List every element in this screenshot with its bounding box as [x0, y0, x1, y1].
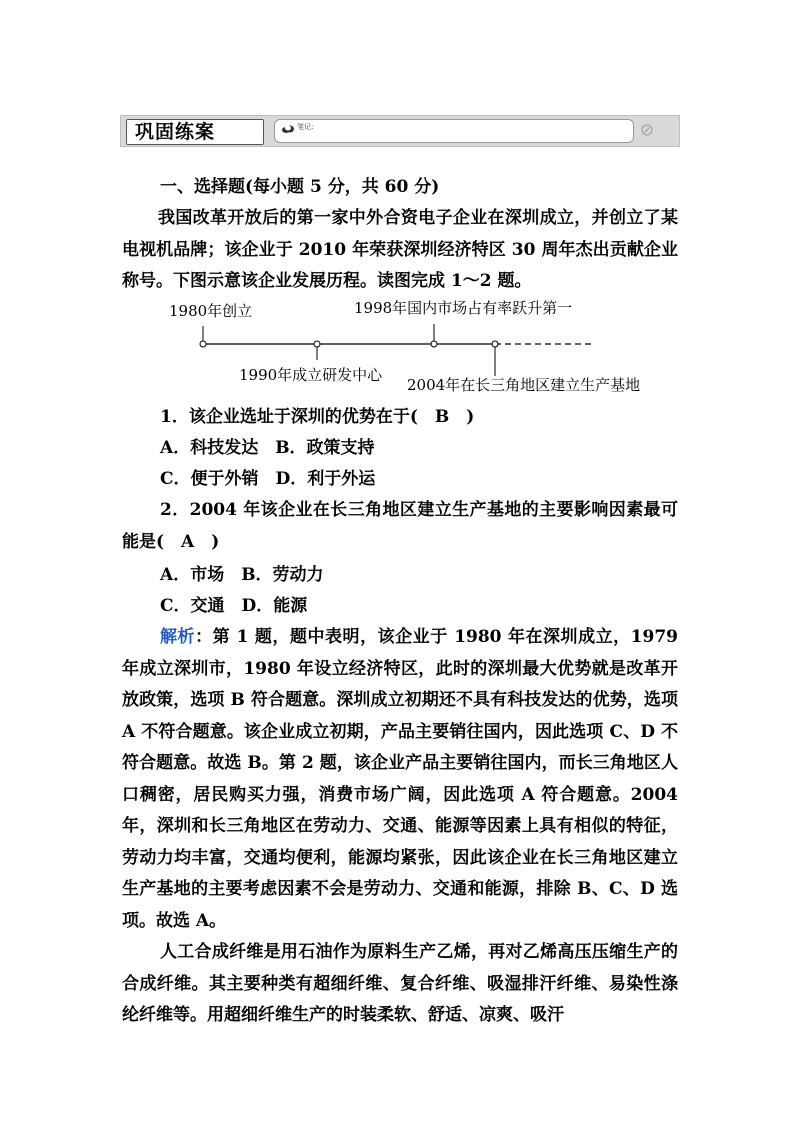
timeline-label-2004: 2004年在长三角地区建立生产基地	[407, 376, 641, 394]
question-1-options-cd: C．便于外销 D．利于外运	[160, 469, 376, 489]
timeline-diagram	[166, 296, 664, 396]
question-2-options-ab: A．市场 B．劳动力	[160, 565, 324, 585]
analysis-label: 解析	[160, 627, 196, 647]
header-title: 巩固练案	[126, 119, 264, 145]
cloud-icon	[281, 124, 295, 134]
next-passage-paragraph: 人工合成纤维是用石油作为原料生产乙烯，再对乙烯高压压缩生产的合成纤维。其主要种类有超细纤维、复合纤维、吸湿排汗纤维、易染性涤纶纤维等。用超细纤维生产的时装柔软、舒适、凉爽、吸汗	[122, 942, 678, 1025]
question-2-stem: 2．2004 年该企业在长三角地区建立生产基地的主要影响因素最可能是( A )	[122, 500, 678, 552]
section-title: 一、选择题(每小题 5 分，共 60 分)	[160, 177, 440, 197]
header-bar	[120, 115, 680, 147]
analysis-paragraph	[122, 622, 678, 937]
analysis-text: ：第 1 题，题中表明，该企业于 1980 年在深圳成立，1979 年成立深圳市，1980 年设立经济特区，此时的深圳最大优势就是改革开放政策，选项 B 符合题意。深圳成立初期还不具有科技发达的优势，选项 A 不符合题意。该企业成立初期，产品主要销往国内，因此选项 C、D 不符合题意。故选 B。第 2 题，该企业产品主要销往国内，而长三角地区人口稠密，居民购买力强，消费市场广阔，因此选项 A 符合题意。2004 年，深圳和长三角地区在劳动力、交通、能源等因素上具有相似的特征，劳动力均丰富，交通均便利，能源均紧张，因此该企业在长三角地区建立生产基地的主要考虑因素不会是劳动力、交通和能源，排除 B、C、D 选项。故选 A。	[122, 627, 679, 931]
question-1-stem: 1．该企业选址于深圳的优势在于( B )	[160, 407, 475, 427]
timeline-label-1980: 1980年创立	[169, 302, 253, 320]
question-2-options-cd: C．交通 D．能源	[160, 596, 308, 616]
pen-icon[interactable]	[641, 124, 653, 136]
timeline-label-1990: 1990年成立研发中心	[239, 366, 383, 384]
timeline-label-1998: 1998年国内市场占有率跃升第一	[354, 299, 573, 317]
intro-paragraph: 我国改革开放后的第一家中外合资电子企业在深圳成立，并创立了某电视机品牌；该企业于 2010 年荣获深圳经济特区 30 周年杰出贡献企业称号。下图示意该企业发展历程。读图完成 1～2 题。	[122, 208, 678, 291]
notes-label: 笔记:	[297, 123, 314, 131]
question-1-options-ab: A．科技发达 B．政策支持	[160, 438, 375, 458]
notes-field[interactable]	[274, 119, 634, 143]
